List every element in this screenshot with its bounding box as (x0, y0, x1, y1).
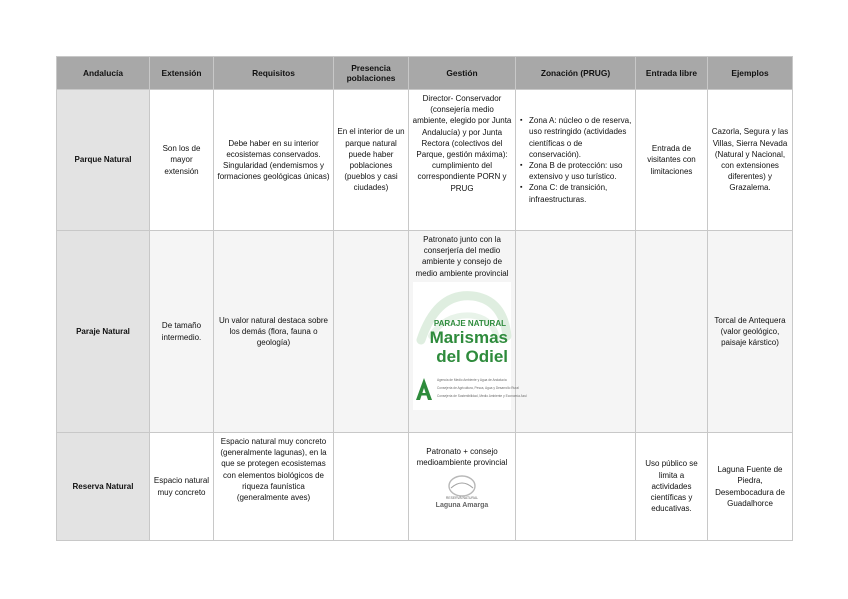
cell-gestion-text: Patronato + consejo medioambiente provincial (416, 447, 508, 468)
cell-gestion-text: Director- Conservador (consejería medio ambiente, elegido por Junta Andalucía) y por Junta Rectora (colectivos del Parque, gestión máxima): cumplimiento del correspondiente PORN y PRUG (412, 94, 512, 193)
laguna-amarga-logo-graphic (431, 474, 493, 510)
cell-requisitos-text: Espacio natural muy concreto (generalmente lagunas), en la que se protegen ecosistemas con elementos biológicos de riqueza faunística (generalmente aves) (220, 437, 327, 503)
table-row-reserva-natural (57, 433, 793, 541)
cell-requisitos: Un valor natural destaca sobre los demás (flora, fauna o geología) (214, 231, 334, 433)
logo-agency-3: Consejería de Sostenibilidad, Medio Ambiente y Economía Azul (437, 393, 527, 398)
zonacion-item: ▪ Zona B de protección: uso extensivo y uso turístico. (519, 160, 632, 182)
cell-gestion (409, 90, 516, 231)
row-label-parque-natural: Parque Natural (57, 90, 150, 231)
comparison-table (56, 56, 793, 541)
cell-gestion (409, 231, 527, 433)
cell-gestion (409, 433, 516, 541)
laguna-amarga-logo (431, 474, 493, 510)
zonacion-item: ▪ Zona C: de transición, infraestructuras. (519, 182, 632, 204)
cell-entrada: Entrada de visitantes con limitaciones (636, 90, 708, 231)
cell-entrada: Uso público se limita a actividades científicas y educativas. (636, 433, 708, 541)
table-row-parque-natural (57, 90, 793, 231)
cell-zonacion (516, 90, 636, 231)
marismas-del-odiel-logo-graphic (413, 282, 527, 410)
header-andalucia: Andalucía (57, 57, 150, 90)
header-requisitos: Requisitos (214, 57, 334, 90)
cell-zonacion (516, 433, 636, 541)
logo-agency-2: Consejería de Agricultura, Pesca, Agua y Desarrollo Rural (437, 385, 519, 390)
header-gestion: Gestión (409, 57, 516, 90)
logo-line2: del Odiel (436, 346, 508, 366)
logo-line1: Marismas (429, 327, 508, 347)
marismas-del-odiel-logo (413, 282, 527, 410)
zonacion-list (519, 115, 632, 205)
cell-zonacion (516, 231, 636, 433)
logo-agency-1: Agencia de Medio Ambiente y Agua de Andalucía (437, 377, 507, 382)
header-row (57, 57, 793, 90)
table-row-paraje-natural (57, 231, 793, 433)
header-extension: Extensión (150, 57, 214, 90)
cell-presencia (334, 433, 409, 541)
header-entrada: Entrada libre (636, 57, 708, 90)
row-label-reserva-natural: Reserva Natural (57, 433, 150, 541)
cell-ejemplos: Laguna Fuente de Piedra, Desembocadura de Guadalhorce (708, 433, 793, 541)
zonacion-item: ▪ Zona A: núcleo o de reserva, uso restringido (actividades científicas o de conservación). (519, 115, 632, 160)
logo-kicker: PARAJE NATURAL (433, 318, 506, 328)
cell-gestion-text: Patronato junto con la conserjería del medio ambiente y consejo de medio ambiente provincial (415, 235, 509, 278)
logo-kicker: RESERVA NATURAL (445, 496, 479, 501)
cell-presencia: En el interior de un parque natural puede haber poblaciones (pueblos y casi ciudades) (334, 90, 409, 231)
cell-entrada (636, 231, 708, 433)
cell-ejemplos: Cazorla, Segura y las Villas, Sierra Nevada (Natural y Nacional, con extensiones diferentes) y Grazalema. (708, 90, 793, 231)
header-zonacion: Zonación (PRUG) (516, 57, 636, 90)
logo-name: Laguna Amarga (435, 502, 489, 510)
header-presencia: Presencia poblaciones (334, 57, 409, 90)
cell-extension: Espacio natural muy concreto (150, 433, 214, 541)
cell-presencia (334, 231, 409, 433)
cell-ejemplos: Torcal de Antequera (valor geológico, paisaje kárstico) (708, 231, 793, 433)
header-ejemplos: Ejemplos (708, 57, 793, 90)
cell-extension: Son los de mayor extensión (150, 90, 214, 231)
row-label-paraje-natural: Paraje Natural (57, 231, 150, 433)
cell-requisitos: Debe haber en su interior ecosistemas conservados. Singularidad (endemismos y formaciones geológicas únicas) (214, 90, 334, 231)
cell-requisitos (214, 433, 334, 541)
cell-extension: De tamaño intermedio. (150, 231, 214, 433)
